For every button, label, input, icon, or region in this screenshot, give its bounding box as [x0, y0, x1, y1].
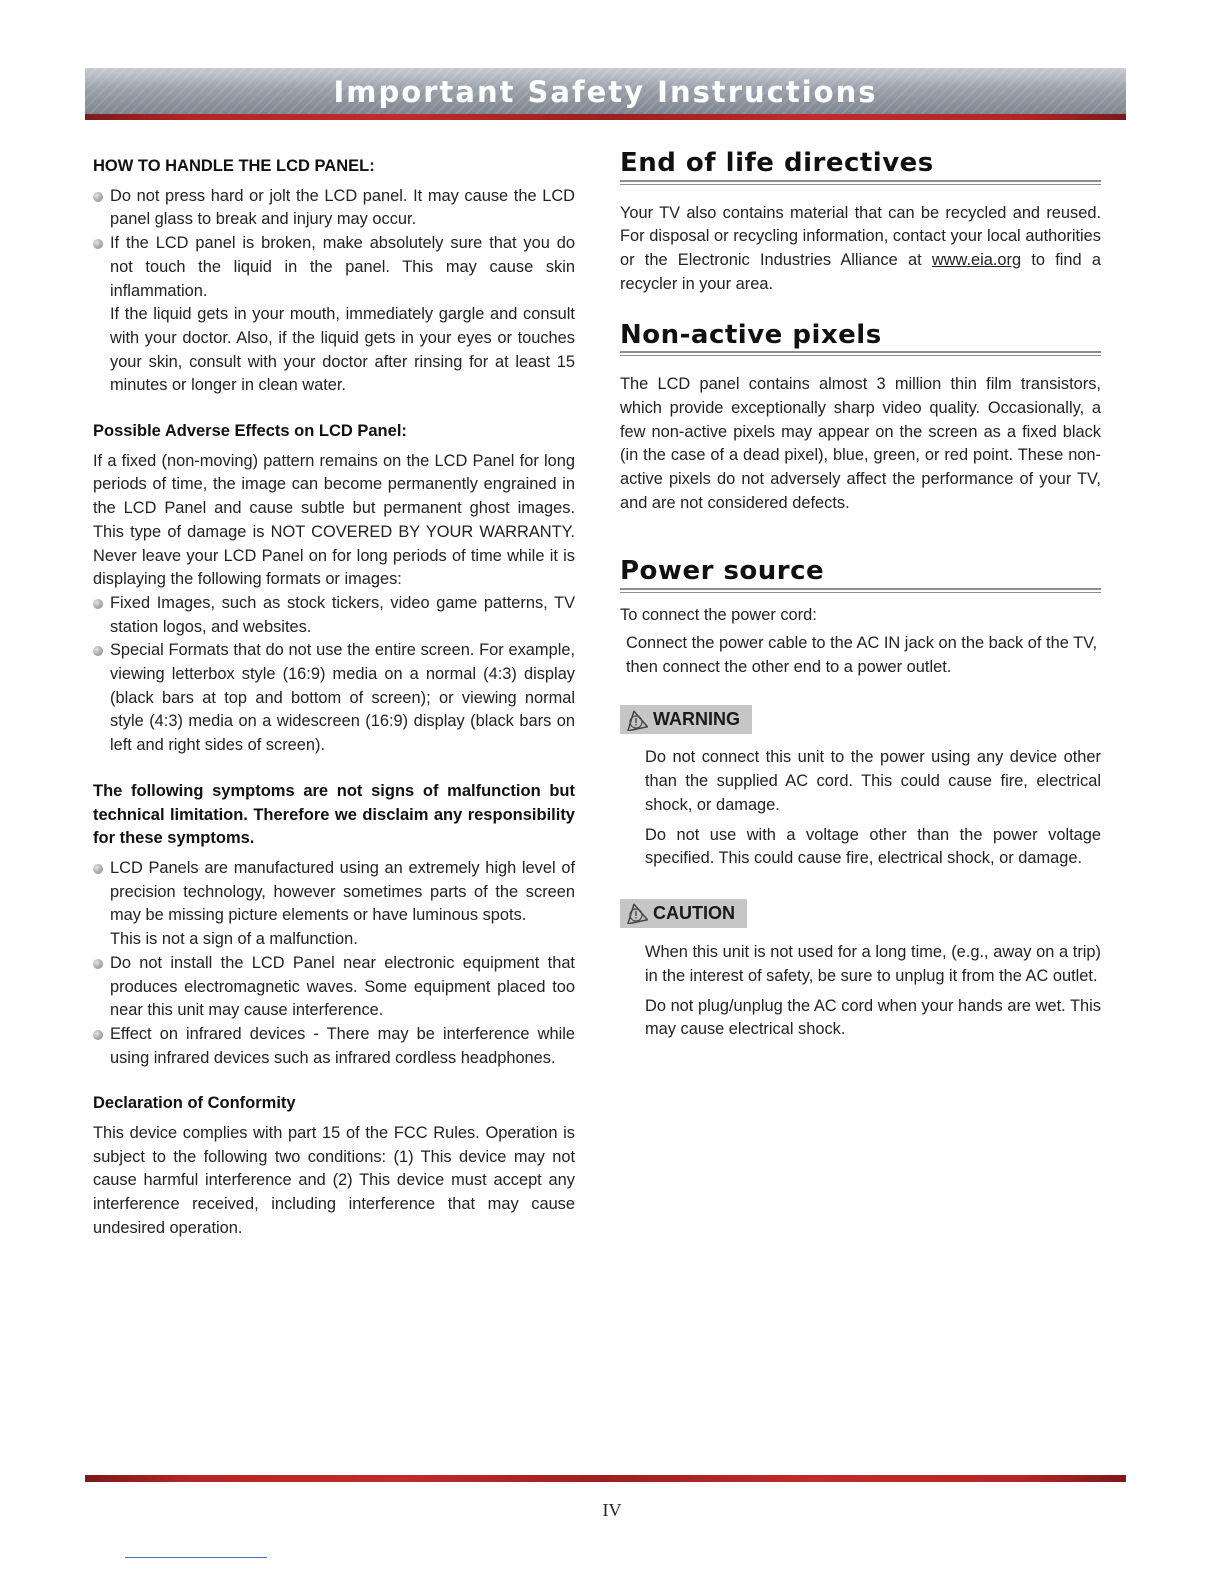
end-of-life-paragraph: Your TV also contains material that can be recycled and reused. For disposal or recycling information, contact your local authorities or the Electronic Industries Alliance at www.eia.org to find a recycler in your area.	[620, 203, 1101, 293]
power-source-heading: Power source	[620, 560, 1101, 590]
page-title: Important Safety Instructions	[333, 75, 878, 109]
adverse-effects-heading: Possible Adverse Effects on LCD Panel:	[93, 422, 407, 441]
warning-list	[620, 746, 1101, 871]
footer-divider	[85, 1475, 1126, 1482]
list-item: Special Formats that do not use the entire screen. For example, viewing letterbox style (16:9) media on a normal (4:3) display (black bars at top and bottom of screen); or viewing normal style (4:3) media on a widescreen (16:9) display (black bars on left and right sides of screen).	[93, 639, 575, 758]
caution-label: CAUTION	[653, 902, 735, 923]
lcd-handling-list	[93, 185, 575, 304]
list-item: Fixed Images, such as stock tickers, video game patterns, TV station logos, and websites.	[93, 592, 575, 639]
caution-item: Do not plug/unplug the AC cord when your hands are wet. This may cause electrical shock.	[645, 996, 1101, 1039]
footer-rule	[125, 1557, 267, 1558]
end-of-life-heading: End of life directives	[620, 152, 1101, 182]
lcd-handling-continuation: If the liquid gets in your mouth, immediately gargle and consult with your doctor. Also, if the liquid gets in your eyes or touches your skin, consult with your doctor after rinsing for at least 15 minutes or longer in clean water.	[110, 305, 575, 395]
conformity-paragraph: This device complies with part 15 of the FCC Rules. Operation is subject to the following two conditions: (1) This device may not cause harmful interference and (2) This device must accept any interference received, including interference that may cause undesired operation.	[93, 1124, 575, 1237]
symptoms-heading: The following symptoms are not signs of malfunction but technical limitation. Therefore we disclaim any responsibility for these symptoms.	[93, 781, 575, 848]
conformity-heading: Declaration of Conformity	[93, 1094, 296, 1113]
adverse-effects-list	[93, 592, 575, 758]
bullet-icon	[93, 864, 103, 874]
warning-icon	[624, 709, 648, 731]
page-number: IV	[602, 1500, 622, 1520]
symptoms-list	[93, 857, 575, 928]
bullet-icon	[93, 1030, 103, 1040]
warning-item: Do not use with a voltage other than the power voltage specified. This could cause fire, electrical shock, or damage.	[645, 825, 1101, 868]
caution-icon	[624, 902, 648, 924]
warning-item: Do not connect this unit to the power using any device other than the supplied AC cord. This could cause fire, electrical shock, or damage.	[645, 748, 1101, 814]
power-intro: To connect the power cord:	[620, 606, 817, 625]
list-item: If the LCD panel is broken, make absolutely sure that you do not touch the liquid in the panel. This may cause skin inflammation.	[93, 232, 575, 303]
symptoms-continuation: This is not a sign of a malfunction.	[110, 930, 358, 949]
power-instruction: Connect the power cable to the AC IN jack on the back of the TV, then connect the other end to a power outlet.	[626, 633, 1098, 676]
adverse-effects-paragraph: If a fixed (non-moving) pattern remains on the LCD Panel for long periods of time, the image can become permanently engrained in the LCD Panel and cause subtle but permanent ghost images. This type of damage is NOT COVERED BY YOUR WARRANTY. Never leave your LCD Panel on for long periods of time while it is displaying the following formats or images:	[93, 451, 575, 589]
symptoms-list-rest	[93, 952, 575, 1071]
lcd-handling-heading: HOW TO HANDLE THE LCD PANEL:	[93, 157, 375, 175]
right-column	[620, 148, 1101, 1042]
non-active-pixels-paragraph: The LCD panel contains almost 3 million thin film transistors, which provide exceptionally sharp video quality. Occasionally, a few non-active pixels may appear on the screen as a fixed black (in the case of a dead pixel), blue, green, or red point. These non-active pixels do not adversely affect the performance of your TV, and are not considered defects.	[620, 375, 1101, 512]
bullet-icon	[93, 192, 103, 202]
caution-list	[620, 941, 1101, 1042]
bullet-icon	[93, 959, 103, 969]
warning-badge	[620, 705, 752, 734]
caution-badge	[620, 899, 747, 928]
left-column	[93, 155, 575, 1241]
list-item: Do not press hard or jolt the LCD panel. It may cause the LCD panel glass to break and injury may occur.	[93, 185, 575, 232]
caution-item: When this unit is not used for a long time, (e.g., away on a trip) in the interest of safety, be sure to unplug it from the AC outlet.	[645, 943, 1101, 985]
bullet-icon	[93, 599, 103, 609]
header-divider	[85, 114, 1126, 120]
page-banner	[85, 68, 1126, 115]
warning-label: WARNING	[653, 708, 740, 729]
list-item: Effect on infrared devices - There may be interference while using infrared devices such as infrared cordless headphones.	[93, 1023, 575, 1070]
non-active-pixels-heading: Non-active pixels	[620, 324, 1101, 354]
list-item: Do not install the LCD Panel near electronic equipment that produces electromagnetic waves. Some equipment placed too near this unit may cause interference.	[93, 952, 575, 1023]
bullet-icon	[93, 646, 103, 656]
list-item: LCD Panels are manufactured using an extremely high level of precision technology, however sometimes parts of the screen may be missing picture elements or have luminous spots.	[93, 857, 575, 928]
bullet-icon	[93, 239, 103, 249]
eia-link[interactable]: www.eia.org	[931, 251, 1022, 270]
